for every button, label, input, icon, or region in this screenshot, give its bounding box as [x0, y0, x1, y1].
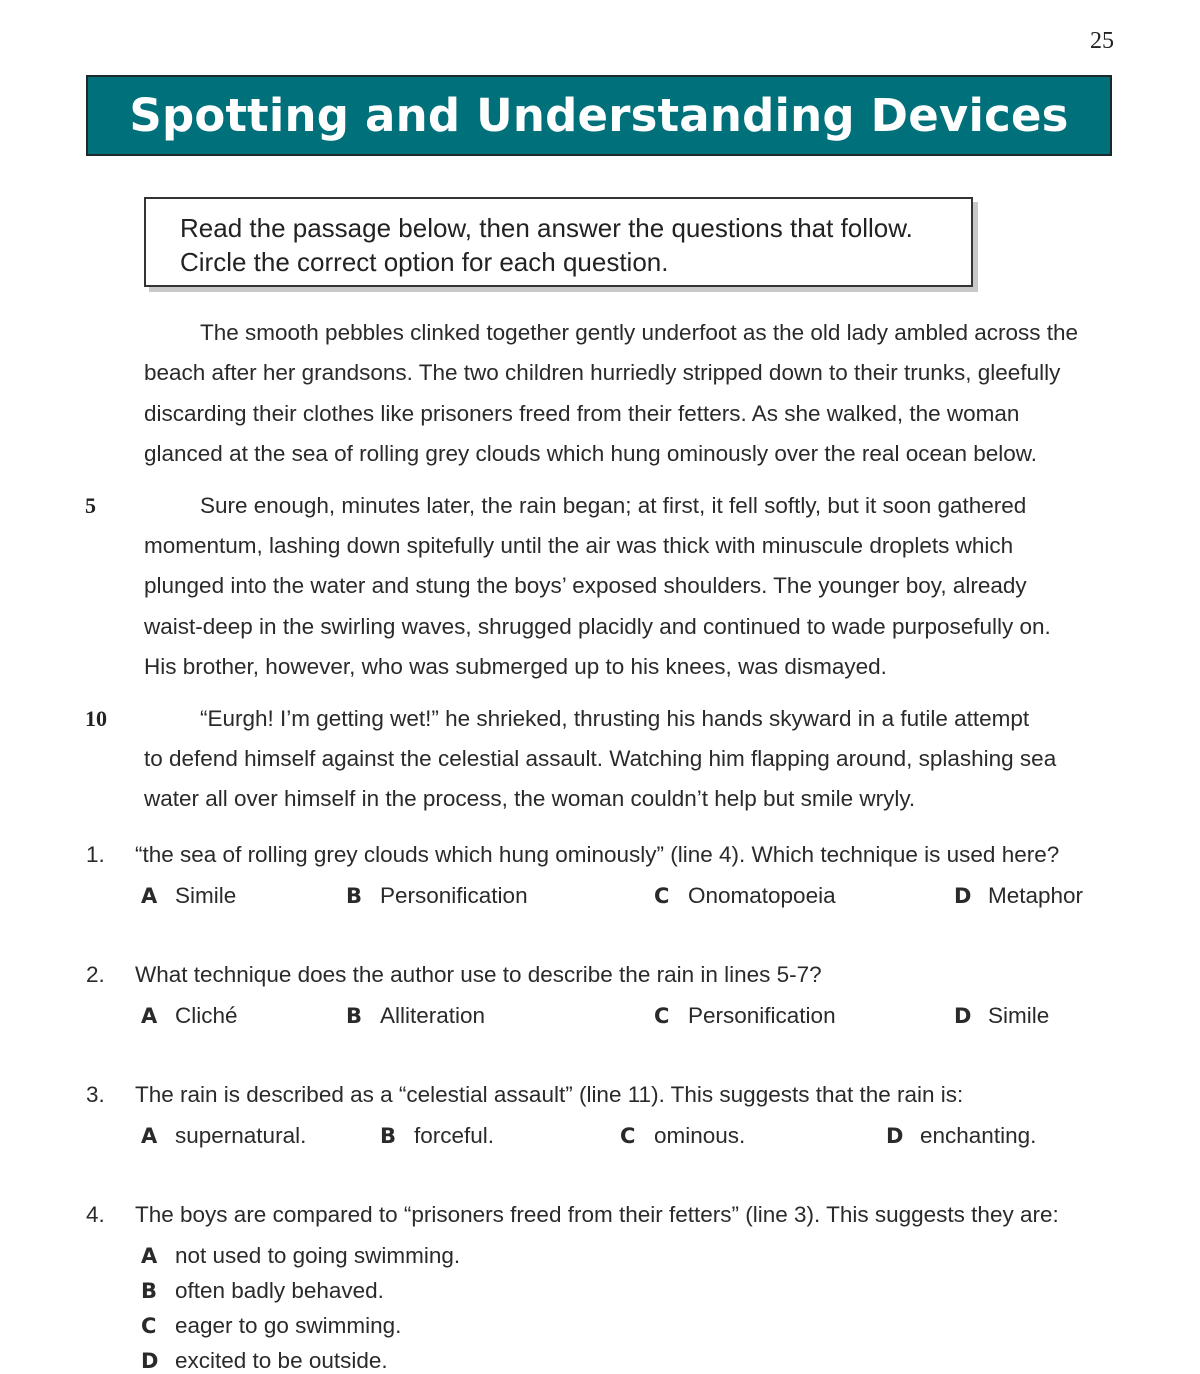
option-a[interactable]: A not used to going swimming.	[141, 1243, 461, 1268]
passage-line: beach after her grandsons. The two children hurriedly stripped down to their trunks, gleefully	[144, 360, 1061, 386]
passage-line: momentum, lashing down spitefully until the air was thick with minuscule droplets which	[144, 533, 1014, 559]
option-b[interactable]: B forceful.	[380, 1123, 495, 1148]
option-c[interactable]: C eager to go swimming.	[141, 1313, 402, 1338]
passage-paragraph-3	[85, 699, 1119, 820]
question-stem: “the sea of rolling grey clouds which hung ominously” (line 4). Which technique is used here?	[135, 842, 1060, 867]
title-banner	[86, 75, 1112, 156]
option-d[interactable]: D Metaphor	[954, 883, 1084, 908]
option-d[interactable]: D excited to be outside.	[141, 1348, 388, 1373]
passage-paragraph-1	[144, 313, 1119, 475]
passage-line: The smooth pebbles clinked together gently underfoot as the old lady ambled across the	[200, 320, 1079, 345]
instruction-box	[144, 197, 973, 287]
question-number: 4.	[86, 1202, 105, 1227]
passage-paragraph-2	[85, 486, 1119, 688]
passage-line: waist-deep in the swirling waves, shrugged placidly and continued to wade purposefully on.	[144, 613, 1051, 639]
line-number-marker: 10	[85, 705, 107, 731]
page-title: Spotting and Understanding Devices	[129, 89, 1069, 142]
instruction-line-1: Read the passage below, then answer the questions that follow.	[180, 213, 913, 243]
option-d[interactable]: D enchanting.	[886, 1123, 1037, 1148]
option-c[interactable]: C Personification	[654, 1003, 836, 1028]
passage-line: water all over himself in the process, the woman couldn’t help but smile wryly.	[144, 786, 916, 812]
option-a[interactable]: A Cliché	[141, 1003, 238, 1028]
passage-line: glanced at the sea of rolling grey clouds which hung ominously over the real ocean below.	[144, 441, 1038, 467]
question-number: 3.	[86, 1082, 105, 1107]
option-b[interactable]: B Alliteration	[346, 1003, 486, 1028]
question-number: 2.	[86, 962, 105, 987]
instruction-line-2: Circle the correct option for each question.	[180, 247, 669, 277]
question-stem: The boys are compared to “prisoners freed from their fetters” (line 3). This suggests they are:	[135, 1202, 1059, 1227]
page-number: 25	[1090, 28, 1114, 54]
reading-passage	[85, 313, 1119, 831]
line-number-marker: 5	[85, 492, 96, 518]
option-c[interactable]: C Onomatopoeia	[654, 883, 836, 908]
question-stem: The rain is described as a “celestial assault” (line 11). This suggests that the rain is:	[135, 1082, 964, 1107]
option-b[interactable]: B often badly behaved.	[141, 1278, 384, 1303]
passage-line: plunged into the water and stung the boys’ exposed shoulders. The younger boy, already	[144, 573, 1027, 599]
passage-line: Sure enough, minutes later, the rain began; at first, it fell softly, but it soon gathered	[200, 492, 1027, 518]
question-number: 1.	[86, 842, 105, 867]
option-d[interactable]: D Simile	[954, 1003, 1050, 1028]
option-b[interactable]: B Personification	[346, 883, 528, 908]
option-a[interactable]: A Simile	[141, 883, 237, 908]
question-stem: What technique does the author use to describe the rain in lines 5-7?	[135, 962, 822, 987]
passage-line: His brother, however, who was submerged up to his knees, was dismayed.	[144, 654, 887, 680]
passage-line: discarding their clothes like prisoners freed from their fetters. As she walked, the woman	[144, 400, 1020, 426]
passage-line: “Eurgh! I’m getting wet!” he shrieked, thrusting his hands skyward in a futile attempt	[200, 705, 1030, 731]
passage-line: to defend himself against the celestial assault. Watching him flapping around, splashing sea	[144, 746, 1057, 772]
option-c[interactable]: C ominous.	[620, 1123, 746, 1148]
option-a[interactable]: A supernatural.	[141, 1123, 307, 1148]
